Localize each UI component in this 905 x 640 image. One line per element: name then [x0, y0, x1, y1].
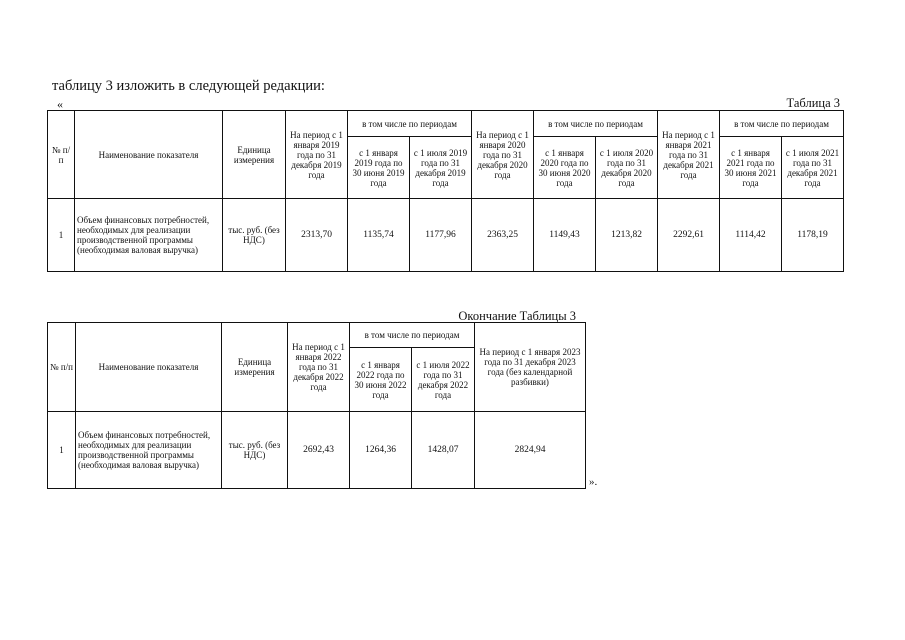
value-2020-h1: 1149,43 — [534, 199, 596, 272]
value-2019: 2313,70 — [286, 199, 348, 272]
table2-header-row-1 — [48, 323, 586, 348]
row-num: 1 — [48, 412, 76, 489]
table1-title: Таблица 3 — [786, 96, 840, 110]
value-2021-h1: 1114,42 — [720, 199, 782, 272]
value-2022-h1: 1264,36 — [350, 412, 412, 489]
header-incl-2019: в том числе по периодам — [348, 111, 472, 137]
table-row — [48, 199, 844, 272]
table-row — [48, 412, 586, 489]
value-2020-h2: 1213,82 — [596, 199, 658, 272]
header-unit: Единица измерения — [222, 323, 288, 412]
header-incl-2021: в том числе по периодам — [720, 111, 844, 137]
row-name: Объем финансовых потребностей, необходимых для реализации производственной программы (необходимая валовая выручка) — [75, 199, 223, 272]
table-3 — [47, 110, 844, 272]
intro-text: таблицу 3 изложить в следующей редакции: — [52, 78, 325, 94]
row-unit: тыс. руб. (без НДС) — [222, 412, 288, 489]
header-period-2019: На период с 1 января 2019 года по 31 декабря 2019 года — [286, 111, 348, 199]
row-num: 1 — [48, 199, 75, 272]
header-unit: Единица измерения — [223, 111, 286, 199]
header-name: Наименование показателя — [75, 111, 223, 199]
table1-header-row-1 — [48, 111, 844, 137]
opening-quote: « — [57, 97, 63, 111]
value-2019-h1: 1135,74 — [348, 199, 410, 272]
header-2019-h1: с 1 января 2019 года по 30 июня 2019 года — [348, 137, 410, 199]
value-2021: 2292,61 — [658, 199, 720, 272]
row-name: Объем финансовых потребностей, необходимых для реализации производственной программы (необходимая валовая выручка) — [76, 412, 222, 489]
header-incl-2020: в том числе по периодам — [534, 111, 658, 137]
value-2020: 2363,25 — [472, 199, 534, 272]
header-name: Наименование показателя — [76, 323, 222, 412]
header-2022-h2: с 1 июля 2022 года по 31 декабря 2022 года — [412, 348, 475, 412]
header-2021-h2: с 1 июля 2021 года по 31 декабря 2021 года — [782, 137, 844, 199]
header-2020-h1: с 1 января 2020 года по 30 июня 2020 года — [534, 137, 596, 199]
value-2022-h2: 1428,07 — [412, 412, 475, 489]
header-num: № п/п — [48, 323, 76, 412]
header-2019-h2: с 1 июля 2019 года по 31 декабря 2019 года — [410, 137, 472, 199]
header-incl-2022: в том числе по периодам — [350, 323, 475, 348]
header-2021-h1: с 1 января 2021 года по 30 июня 2021 года — [720, 137, 782, 199]
header-period-2022: На период с 1 января 2022 года по 31 декабря 2022 года — [288, 323, 350, 412]
header-period-2021: На период с 1 января 2021 года по 31 декабря 2021 года — [658, 111, 720, 199]
header-2020-h2: с 1 июля 2020 года по 31 декабря 2020 года — [596, 137, 658, 199]
value-2023: 2824,94 — [475, 412, 586, 489]
value-2022: 2692,43 — [288, 412, 350, 489]
header-period-2023: На период с 1 января 2023 года по 31 декабря 2023 года (без календарной разбивки) — [475, 323, 586, 412]
header-num: № п/п — [48, 111, 75, 199]
value-2019-h2: 1177,96 — [410, 199, 472, 272]
closing-quote: ». — [589, 476, 598, 488]
table2-title: Окончание Таблицы 3 — [458, 309, 576, 323]
header-period-2020: На период с 1 января 2020 года по 31 декабря 2020 года — [472, 111, 534, 199]
row-unit: тыс. руб. (без НДС) — [223, 199, 286, 272]
header-2022-h1: с 1 января 2022 года по 30 июня 2022 года — [350, 348, 412, 412]
table-3-end — [47, 322, 586, 489]
value-2021-h2: 1178,19 — [782, 199, 844, 272]
